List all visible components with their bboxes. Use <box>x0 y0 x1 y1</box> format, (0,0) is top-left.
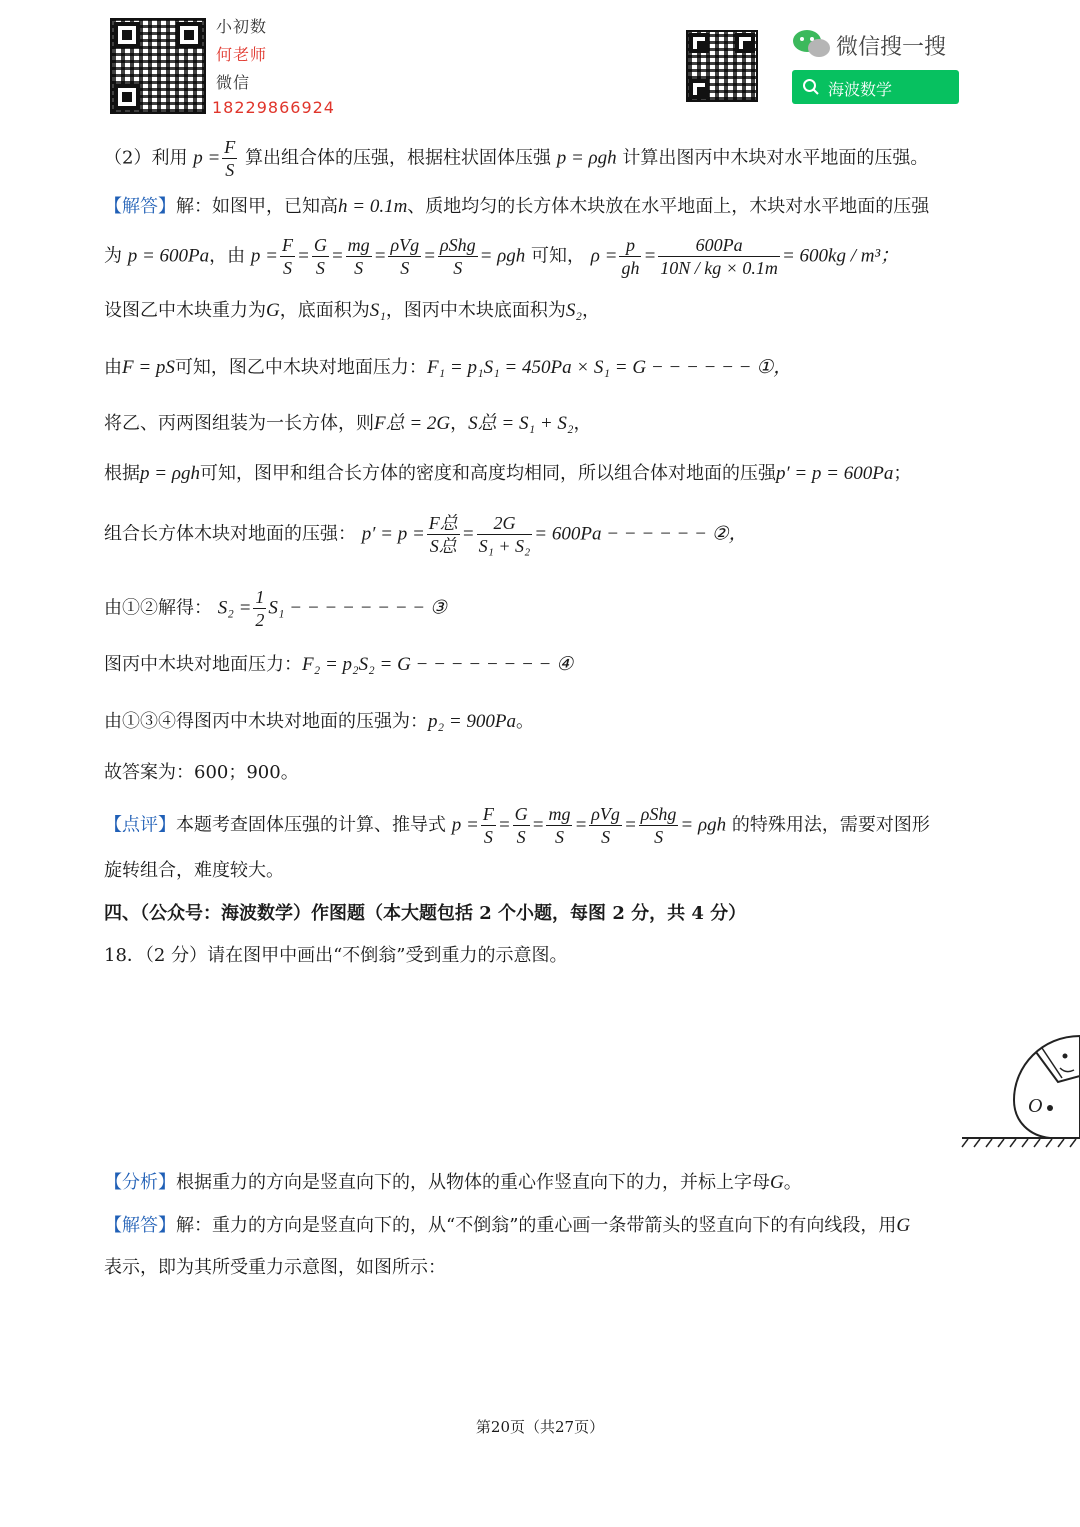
text-line-13 <box>104 803 930 848</box>
denominator: S <box>601 827 611 847</box>
formula: p = 600Pa <box>127 245 210 267</box>
numerator: ρVg <box>591 804 620 824</box>
numerator: F <box>224 137 236 157</box>
formula: p = <box>451 814 479 836</box>
formula: G <box>266 300 280 321</box>
text-line-9 <box>104 586 447 631</box>
text-line-10 <box>104 652 573 678</box>
tumbler-eye-icon <box>1063 1054 1068 1059</box>
text: 、质地均匀的长方体木块放在水平地面上，木块对水平地面的压强 <box>407 196 930 217</box>
text: 由 <box>104 357 122 378</box>
text: 将乙、丙两图组装为一长方体，则 <box>104 413 374 434</box>
text-line-8 <box>104 512 748 557</box>
section-heading: 四、（公众号：海波数学）作图题（本大题包括 2 个小题，每图 2 分，共 4 分） <box>104 903 747 924</box>
formula: F = pS <box>122 357 175 378</box>
text: 根据重力的方向是竖直向下的，从物体的重心作竖直向下的力，并标上字母 <box>176 1172 770 1193</box>
formula: S₁ − − − − − − − − ③ <box>268 597 447 619</box>
text-line-5 <box>104 355 792 381</box>
formula: S₂ = <box>217 597 252 619</box>
qr-finder-icon <box>114 22 140 48</box>
text-line-1 <box>104 136 928 181</box>
formula: F₁ = p₁S₁ = 450Pa × S₁ = G − − − − − − ①， <box>426 357 793 378</box>
analysis-tag: 【分析】 <box>104 1172 176 1193</box>
formula: = <box>461 523 475 545</box>
fraction <box>513 803 530 848</box>
fraction <box>222 136 237 181</box>
denominator: S <box>225 160 235 180</box>
tumbler-body <box>1014 1036 1080 1138</box>
text: 解：重力的方向是竖直向下的，从“不倒翁”的重心画一条带箭头的竖直向下的有向线段，用 <box>176 1215 897 1236</box>
formula: p′ = p = <box>361 523 425 545</box>
denominator: S <box>400 258 410 278</box>
comment-tag: 【点评】 <box>104 814 176 836</box>
fraction <box>546 803 572 848</box>
text: 。 <box>783 1172 802 1193</box>
text: 本题考查固体压强的计算、推导式 <box>176 814 446 836</box>
text: ， <box>573 413 592 434</box>
denominator: S <box>315 258 325 278</box>
text: 图丙中木块对地面压力： <box>104 654 302 675</box>
formula: = ρgh <box>479 245 526 267</box>
formula: G <box>896 1215 911 1236</box>
wechat-icon <box>792 28 832 60</box>
formula: p′ = p = 600Pa <box>775 463 894 484</box>
text: 。 <box>516 711 535 732</box>
formula: F₂ = p₂S₂ = G − − − − − − − − ④ <box>302 654 574 675</box>
denominator: S <box>453 258 463 278</box>
formula: S₂ <box>565 300 582 321</box>
text: 算出组合体的压强，根据柱状固体压强 <box>245 147 551 169</box>
text: ，图丙中木块底面积为 <box>385 300 566 321</box>
search-icon <box>802 78 820 96</box>
text: ； <box>893 463 912 484</box>
answer-tag: 【解答】 <box>104 196 176 217</box>
text-line-4 <box>104 298 600 324</box>
formula: = <box>296 245 310 267</box>
center-label: O <box>1028 1095 1043 1117</box>
text: 由①②解得： <box>104 597 212 619</box>
denominator: S <box>554 827 564 847</box>
center-of-gravity-dot <box>1047 1105 1053 1111</box>
denominator: S <box>354 258 364 278</box>
card-line-1: 小初数 <box>216 17 268 36</box>
answer-tag: 【解答】 <box>104 1215 176 1236</box>
denominator: S <box>654 827 664 847</box>
formula: = 600kg / m³； <box>781 245 900 267</box>
text: （2）利用 <box>104 147 188 169</box>
formula: = <box>497 814 511 836</box>
numerator: 2G <box>477 512 533 535</box>
fraction <box>658 234 780 279</box>
fraction <box>589 803 622 848</box>
numerator: ρShg <box>439 235 476 255</box>
formula: p₂ = 900Pa <box>428 711 517 732</box>
fraction <box>346 234 372 279</box>
formula: = <box>623 814 637 836</box>
numerator: ρShg <box>640 804 677 824</box>
text-line-11 <box>104 709 534 735</box>
fraction <box>438 234 478 279</box>
fraction <box>253 586 266 631</box>
text: 设图乙中木块重力为 <box>104 300 266 321</box>
text: 组合长方体木块对地面的压强： <box>104 523 356 545</box>
card-line-3: 微信 <box>216 73 251 92</box>
numerator: mg <box>347 235 370 255</box>
formula: h = 0.1m <box>338 196 408 217</box>
numerator: ρVg <box>390 235 420 255</box>
text: 可知， <box>531 245 586 267</box>
text-line-14: 旋转组合，难度较大。 <box>104 860 284 881</box>
numerator: F <box>281 235 293 255</box>
formula: = <box>423 245 436 267</box>
fraction <box>481 803 496 848</box>
formula: S总 = S₁ + S₂ <box>468 413 574 434</box>
ground-hatching <box>962 1139 1076 1147</box>
formula: p = ρgh <box>140 463 200 484</box>
question-18: 18．（2 分）请在图甲中画出“不倒翁”受到重力的示意图。 <box>104 945 568 966</box>
denominator: S <box>516 827 526 847</box>
answer-line-2: 表示，即为其所受重力示意图，如图所示： <box>104 1257 446 1278</box>
denominator: 10N / kg × 0.1m <box>660 258 778 278</box>
denominator: S总 <box>429 536 457 556</box>
text-line-7 <box>104 461 911 487</box>
numerator: G <box>514 804 528 824</box>
formula: ρ = <box>590 245 618 267</box>
denominator: 2 <box>255 610 265 630</box>
numerator: F <box>482 804 494 824</box>
fraction <box>388 234 421 279</box>
text: 为 <box>104 245 122 267</box>
text-line-12: 故答案为：600；900。 <box>104 762 299 783</box>
numerator: 1 <box>255 587 265 607</box>
card-phone: 18229866924 <box>212 98 335 117</box>
fraction <box>477 512 533 557</box>
fraction <box>619 234 641 279</box>
answer-line-1 <box>104 1213 910 1239</box>
formula: = <box>643 245 657 267</box>
text-line-2 <box>104 194 929 220</box>
wechat-search-button[interactable] <box>792 70 959 104</box>
text-line-3 <box>104 234 899 279</box>
text: ，底面积为 <box>279 300 370 321</box>
text: ， <box>581 300 600 321</box>
formula: = <box>373 245 387 267</box>
page-number: 第20页（共27页） <box>475 1418 605 1436</box>
denominator: S <box>282 258 292 278</box>
text: 计算出图丙中木块对水平地面的压强。 <box>622 147 929 169</box>
numerator: G <box>313 235 327 255</box>
text: 由①③④得图丙中木块对地面的压强为： <box>104 711 428 732</box>
text: 解：如图甲，已知高 <box>176 196 338 217</box>
wechat-search-label: 微信搜一搜 <box>836 35 947 60</box>
text-line-6 <box>104 411 592 437</box>
tumbler-figure <box>958 1030 1080 1148</box>
numerator: mg <box>548 804 571 824</box>
qr-finder-icon <box>176 22 202 48</box>
fraction <box>427 512 460 557</box>
denominator: S₁ + S₂ <box>478 536 531 556</box>
fraction <box>280 234 295 279</box>
qr-finder-icon <box>114 84 140 110</box>
text: 根据 <box>104 463 140 484</box>
qr-finder-icon <box>689 33 709 53</box>
qr-code-right <box>686 30 758 102</box>
formula: = 600Pa − − − − − − ②， <box>534 523 748 545</box>
text: 可知，图乙中木块对地面压力： <box>174 357 427 378</box>
qr-code-left <box>110 18 206 114</box>
formula: = <box>574 814 588 836</box>
formula: p = <box>250 245 278 267</box>
formula: = <box>531 814 545 836</box>
formula: = ρgh <box>680 814 727 836</box>
formula: p = ρgh <box>556 147 617 169</box>
qr-finder-icon <box>735 33 755 53</box>
formula: p = <box>193 147 221 169</box>
text: 可知，图甲和组合长方体的密度和高度均相同，所以组合体对地面的压强 <box>199 463 776 484</box>
formula: S₁ <box>369 300 386 321</box>
numerator: 600Pa <box>658 234 780 257</box>
qr-finder-icon <box>689 79 709 99</box>
numerator: p <box>619 234 641 257</box>
denominator: S <box>483 827 493 847</box>
denominator: gh <box>621 258 640 278</box>
wechat-button-label: 海波数学 <box>828 80 893 99</box>
formula: G <box>770 1172 784 1193</box>
numerator: F总 <box>428 513 458 533</box>
fraction <box>312 234 329 279</box>
card-line-2: 何老师 <box>216 45 268 64</box>
fraction <box>639 803 679 848</box>
text: ， <box>450 413 469 434</box>
text: ，由 <box>209 245 246 267</box>
text: 的特殊用法，需要对图形 <box>731 814 930 836</box>
analysis-line <box>104 1170 802 1196</box>
formula: = <box>330 245 344 267</box>
formula: F总 = 2G <box>374 413 451 434</box>
